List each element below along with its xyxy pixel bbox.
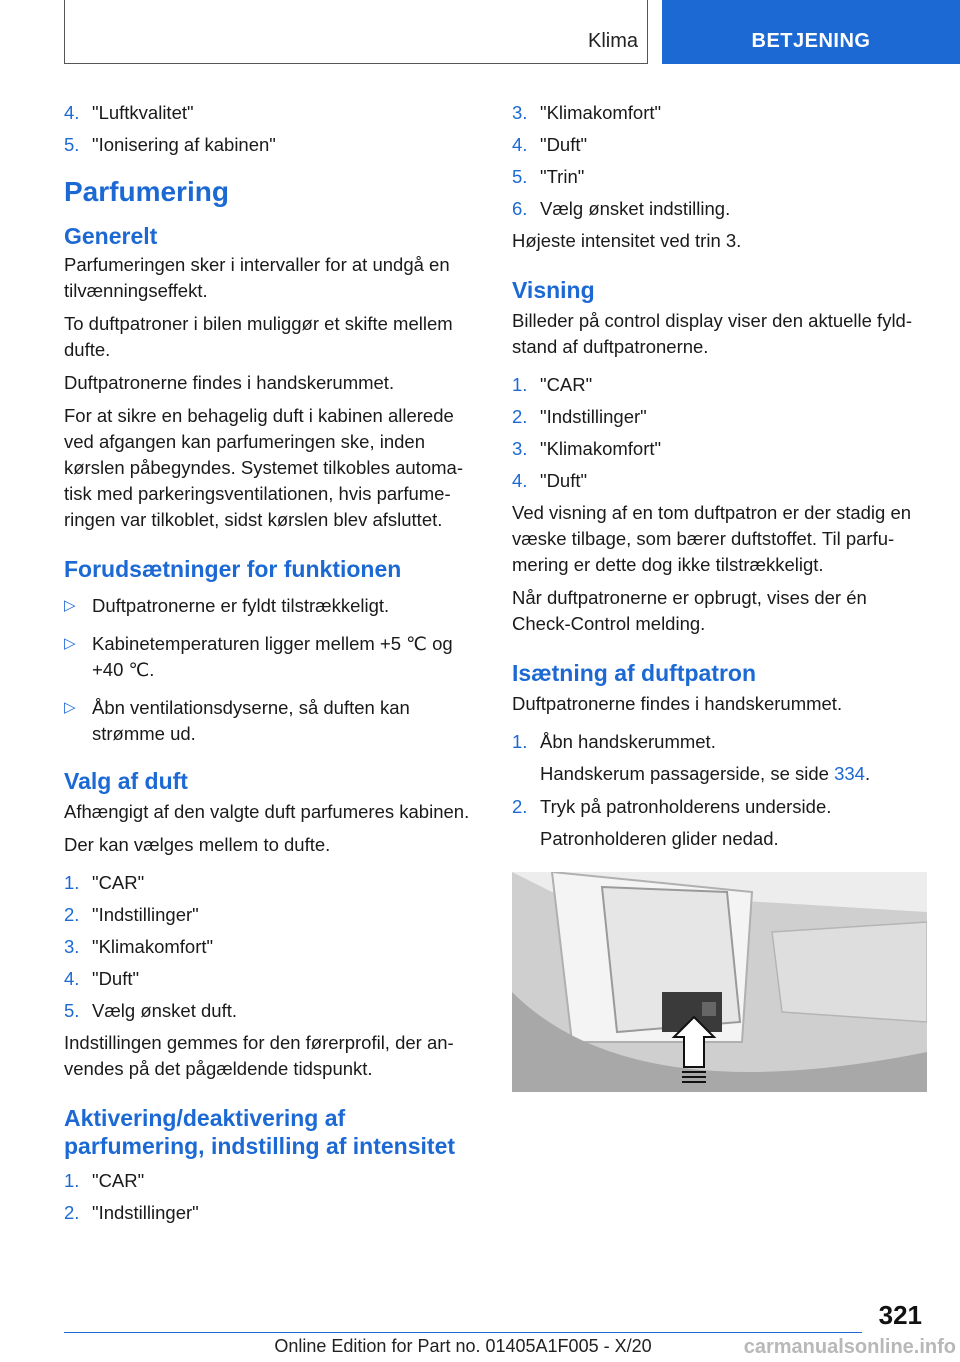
- footer-edition: Online Edition for Part no. 01405A1F005 - X/20: [274, 1336, 652, 1356]
- paragraph: Afhængigt af den valgte duft parfumeres kabinen.: [64, 801, 470, 822]
- paragraph: To duftpatroner i bilen muliggør et skifte mellem dufte.: [64, 313, 453, 360]
- list-item: 4. "Duft": [512, 470, 588, 491]
- bullet-item: ▷ Åbn ventilationsdyserne, så duften kan strømme ud.: [64, 695, 479, 747]
- page-number: 321: [878, 1300, 922, 1330]
- list-item: 1. "CAR": [512, 374, 593, 395]
- heading-parfumering: Parfumering: [64, 176, 229, 207]
- heading-generelt: Generelt: [64, 223, 158, 249]
- list-item: 3. "Klimakomfort": [64, 936, 214, 957]
- paragraph: Duftpatronerne findes i handskerummet.: [512, 693, 843, 714]
- paragraph: Indstillingen gemmes for den førerprofil, der anvendes på det pågældende tidspunkt.: [64, 1032, 454, 1079]
- list-item: 2. "Indstillinger": [64, 1202, 199, 1223]
- left-column: [64, 100, 479, 1232]
- footer-divider: [64, 1332, 862, 1333]
- triangle-bullet-icon: ▷: [64, 597, 76, 614]
- list-item: 4. "Duft": [64, 968, 140, 989]
- list-item: 3. "Klimakomfort": [512, 102, 662, 123]
- heading-forudsaetninger: Forudsætninger for funktionen: [64, 556, 402, 582]
- list-item: 4. "Luftkvalitet": [64, 102, 194, 123]
- bullet-item: ▷ Kabinetemperaturen ligger mellem +5 ℃ og +40 ℃.: [64, 631, 479, 683]
- glovebox-cartridge-photo: [512, 872, 927, 1092]
- triangle-bullet-icon: ▷: [64, 699, 76, 716]
- heading-aktivering: Aktivering/deaktivering af parfumering, indstilling af intensitet: [64, 1105, 456, 1159]
- paragraph: For at sikre en behagelig duft i kabinen allerede ved afgangen kan parfumeringen ske, inden kørslen påbegyndes. Systemet tilkobles automatisk med parkeringsventilationen, hvis parfumeringen var tilkoblet, sidst kørslen blev afsluttet.: [64, 405, 463, 530]
- bullet-item: ▷ Duftpatronerne er fyldt tilstrækkeligt.: [64, 593, 479, 619]
- paragraph: Ved visning af en tom duftpatron er der stadig en væske tilbage, som bærer duftstoffet. Til parfumering er dette dog ikke tilstrækkeligt.: [512, 502, 912, 575]
- paragraph: Højeste intensitet ved trin 3.: [512, 230, 742, 251]
- glovebox-illustration: [512, 872, 927, 1092]
- list-item: 2. "Indstillinger": [512, 406, 647, 427]
- list-item: 1. "CAR": [64, 1170, 145, 1191]
- list-item: 1. "CAR": [64, 872, 145, 893]
- paragraph: Parfumeringen sker i intervaller for at undgå en tilvænningseffekt.: [64, 254, 450, 301]
- list-item: 4. "Duft": [512, 134, 588, 155]
- list-item: 6. Vælg ønsket indstilling.: [512, 198, 731, 219]
- watermark: carmanualsonline.info: [743, 1336, 956, 1358]
- heading-isaetning: Isætning af duftpatron: [512, 660, 757, 686]
- triangle-bullet-icon: ▷: [64, 635, 76, 652]
- step-note: Patronholderen glider nedad.: [540, 828, 779, 849]
- list-item: 5. "Ionisering af kabinen": [64, 134, 276, 155]
- step-note: Handskerum passagerside, se side 334.: [540, 763, 871, 784]
- paragraph: Der kan vælges mellem to dufte.: [64, 834, 331, 855]
- paragraph: Når duftpatronerne er opbrugt, vises der én Check-Control melding.: [512, 587, 867, 634]
- heading-visning: Visning: [512, 277, 595, 303]
- right-column: [512, 100, 927, 1092]
- header-chapter-tab[interactable]: BETJENING: [662, 0, 960, 64]
- list-item: 3. "Klimakomfort": [512, 438, 662, 459]
- list-item: 2. "Indstillinger": [64, 904, 199, 925]
- step-item: 1. Åbn handskerummet.: [512, 731, 716, 752]
- header-section-title: Klima: [587, 30, 638, 52]
- step-item: 2. Tryk på patronholderens underside.: [512, 796, 832, 817]
- heading-valg-af-duft: Valg af duft: [64, 768, 188, 794]
- paragraph: Duftpatronerne findes i handskerummet.: [64, 372, 395, 393]
- list-item: 5. Vælg ønsket duft.: [64, 1000, 237, 1021]
- paragraph: Billeder på control display viser den aktuelle fyldstand af duftpatronerne.: [512, 310, 913, 357]
- list-item: 5. "Trin": [512, 166, 585, 187]
- page-reference-link[interactable]: 334: [834, 763, 865, 784]
